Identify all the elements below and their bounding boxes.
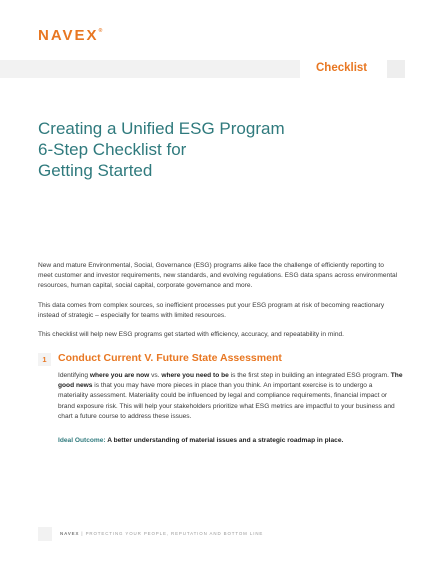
step-title: Conduct Current V. Future State Assessment [58,352,282,364]
footer-brand: NAVEX [60,531,80,536]
step-text-3: is the first step in building an integrated ESG program. [228,372,391,379]
step-bold-3: The good news [58,372,403,390]
step-bold-1: where you are now [89,372,150,379]
registered-mark: ® [98,28,103,34]
step-bold-2: where you need to be [161,372,229,379]
intro-paragraph-2: This data comes from complex sources, so inefficient processes put your ESG program at risk of becoming reactionary instead of strategic – especially for teams with limited resources. [38,302,385,320]
step-body [58,371,403,422]
header-band [0,60,300,78]
title-line-1: Creating a Unified ESG Program [38,119,285,138]
footer-square [38,527,52,541]
title-line-3: Getting Started [38,161,153,180]
section-label: Checklist [316,62,368,74]
intro-paragraph-3: This checklist will help new ESG programs get started with efficiency, accuracy, and repeatability in mind. [38,331,345,338]
step-text-4: is that you may have more pieces in place than you think. An important exercise is to undergo a materiality assessment. Materiality could be influenced by legal and compliance requirements, financial impact or brand exposure risk. This will help your stakeholders prioritize what ESG metrics are impactful to your business and chart a future course to address these issues. [58,382,395,420]
footer-separator: | [79,531,86,536]
step-text-2: vs. [149,372,162,379]
ideal-outcome [58,436,403,446]
title-line-2: 6-Step Checklist for [38,140,187,159]
ideal-outcome-label: Ideal Outcome: [58,437,106,444]
header-band-square [387,60,405,78]
logo-text: NAVEX [38,27,99,44]
page-title [38,118,378,181]
step-number-badge: 1 [38,353,51,366]
ideal-outcome-text: A better understanding of material issues and a strategic roadmap in place. [105,437,344,444]
footer-tagline: PROTECTING YOUR PEOPLE, REPUTATION AND BOTTOM LINE [85,531,264,536]
footer [60,531,263,536]
step-text-1: Identifying [58,372,90,379]
navex-logo [38,27,102,44]
intro-paragraph-1: New and mature Environmental, Social, Governance (ESG) programs alike face the challenge of efficiently reporting to meet customer and investor requirements, new standards, and evolving regulations. ESG data spans across environmental resources, human capital, social capital, corporate governance and more. [38,262,398,290]
